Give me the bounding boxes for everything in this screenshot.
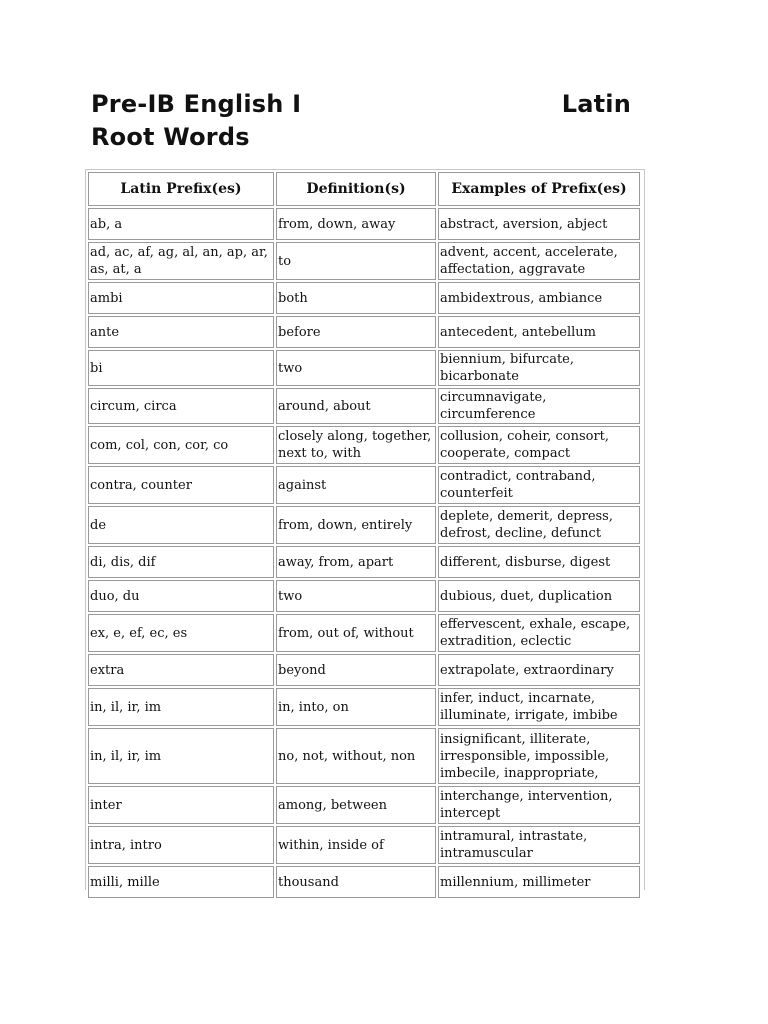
table-row (88, 654, 640, 686)
table-row (88, 728, 640, 784)
cell-prefix: bi (88, 350, 274, 386)
cell-prefix: inter (88, 786, 274, 824)
cell-definition: from, down, entirely (276, 506, 436, 544)
cell-definition: thousand (276, 866, 436, 898)
cell-examples: dubious, duet, duplication (438, 580, 640, 612)
cell-examples: antecedent, antebellum (438, 316, 640, 348)
cell-definition: before (276, 316, 436, 348)
cell-prefix: extra (88, 654, 274, 686)
title-course: Pre-IB English I (91, 90, 302, 118)
cell-definition: beyond (276, 654, 436, 686)
title-latin: Latin (561, 90, 631, 118)
cell-examples: millennium, millimeter (438, 866, 640, 898)
latin-prefix-table (86, 170, 642, 900)
cell-examples: advent, accent, accelerate, affectation, aggravate (438, 242, 640, 280)
table-row (88, 786, 640, 824)
cell-prefix: de (88, 506, 274, 544)
cell-definition: both (276, 282, 436, 314)
table-row (88, 826, 640, 864)
cell-definition: around, about (276, 388, 436, 424)
table-row (88, 388, 640, 424)
cell-examples: extrapolate, extraordinary (438, 654, 640, 686)
cell-definition: away, from, apart (276, 546, 436, 578)
table-row (88, 282, 640, 314)
cell-definition: two (276, 580, 436, 612)
table-row (88, 350, 640, 386)
cell-prefix: ante (88, 316, 274, 348)
title-line-2: Root Words (91, 123, 250, 151)
table-row (88, 866, 640, 898)
cell-definition: in, into, on (276, 688, 436, 726)
table-header-row (88, 172, 640, 206)
cell-prefix: in, il, ir, im (88, 688, 274, 726)
cell-prefix: intra, intro (88, 826, 274, 864)
cell-prefix: ambi (88, 282, 274, 314)
table-row (88, 688, 640, 726)
cell-examples: deplete, demerit, depress, defrost, decline, defunct (438, 506, 640, 544)
cell-definition: against (276, 466, 436, 504)
cell-examples: different, disburse, digest (438, 546, 640, 578)
cell-prefix: ab, a (88, 208, 274, 240)
table-row (88, 426, 640, 464)
cell-definition: from, out of, without (276, 614, 436, 652)
table-row (88, 506, 640, 544)
title-line-1 (91, 88, 631, 121)
cell-examples: effervescent, exhale, escape, extradition, eclectic (438, 614, 640, 652)
header-prefix: Latin Prefix(es) (88, 172, 274, 206)
cell-examples: intramural, intrastate, intramuscular (438, 826, 640, 864)
cell-definition: to (276, 242, 436, 280)
table-row (88, 466, 640, 504)
cell-prefix: circum, circa (88, 388, 274, 424)
cell-prefix: di, dis, dif (88, 546, 274, 578)
table-body (88, 208, 640, 898)
header-definition: Definition(s) (276, 172, 436, 206)
cell-definition: no, not, without, non (276, 728, 436, 784)
cell-prefix: ad, ac, af, ag, al, an, ap, ar, as, at, a (88, 242, 274, 280)
cell-examples: contradict, contraband, counterfeit (438, 466, 640, 504)
table-row (88, 614, 640, 652)
cell-prefix: com, col, con, cor, co (88, 426, 274, 464)
page-title (91, 88, 631, 154)
cell-prefix: ex, e, ef, ec, es (88, 614, 274, 652)
cell-definition: two (276, 350, 436, 386)
cell-examples: collusion, coheir, consort, cooperate, compact (438, 426, 640, 464)
table-container (85, 169, 645, 890)
cell-examples: biennium, bifurcate, bicarbonate (438, 350, 640, 386)
cell-definition: closely along, together, next to, with (276, 426, 436, 464)
table-row (88, 316, 640, 348)
cell-examples: interchange, intervention, intercept (438, 786, 640, 824)
cell-examples: infer, induct, incarnate, illuminate, irrigate, imbibe (438, 688, 640, 726)
cell-definition: within, inside of (276, 826, 436, 864)
cell-prefix: in, il, ir, im (88, 728, 274, 784)
cell-prefix: duo, du (88, 580, 274, 612)
table-row (88, 208, 640, 240)
table-row (88, 242, 640, 280)
table-row (88, 580, 640, 612)
cell-examples: ambidextrous, ambiance (438, 282, 640, 314)
cell-definition: among, between (276, 786, 436, 824)
cell-prefix: contra, counter (88, 466, 274, 504)
cell-examples: abstract, aversion, abject (438, 208, 640, 240)
cell-examples: circumnavigate, circumference (438, 388, 640, 424)
cell-prefix: milli, mille (88, 866, 274, 898)
cell-definition: from, down, away (276, 208, 436, 240)
cell-examples: insignificant, illiterate, irresponsible, impossible, imbecile, inappropriate, (438, 728, 640, 784)
header-examples: Examples of Prefix(es) (438, 172, 640, 206)
table-row (88, 546, 640, 578)
